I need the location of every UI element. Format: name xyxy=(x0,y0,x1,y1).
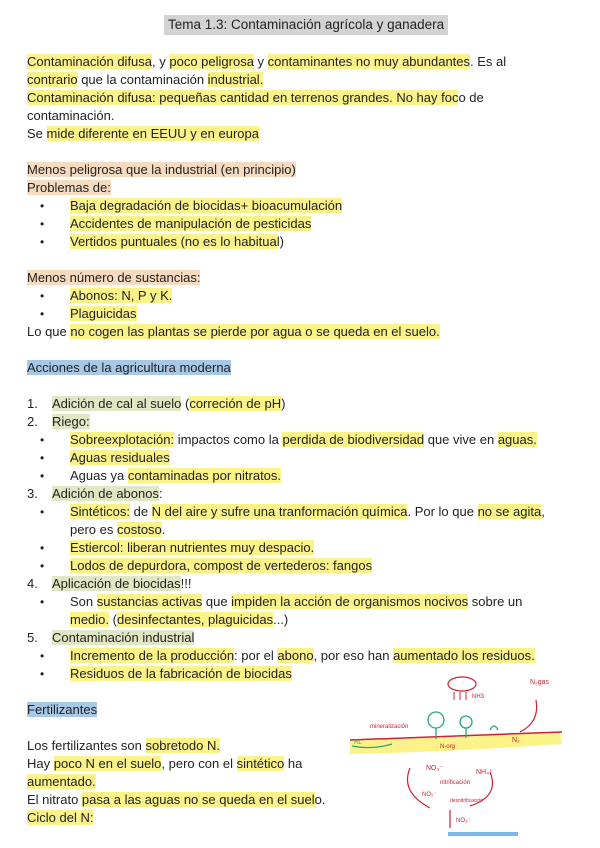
substance-item: Plaguicidas xyxy=(70,306,137,321)
intro-line-4: contaminación. xyxy=(27,108,115,123)
label-nh3: NH3 xyxy=(472,694,485,700)
label-no3-bottom: NO₃⁻ xyxy=(456,818,471,824)
intro-line-2: contrario que la contaminación industrial. xyxy=(27,72,264,87)
label-no2: NO₂⁻ xyxy=(422,792,437,798)
bullet-icon: • xyxy=(40,199,45,213)
bullet-icon: • xyxy=(40,667,45,681)
label-nh4: NH₄⁺ xyxy=(476,769,493,776)
section-heading-fertilizantes: Fertilizantes xyxy=(27,702,98,717)
bullet-icon: • xyxy=(40,541,45,555)
fert-line-2: Hay poco N en el suelo, pero con el sintético ha xyxy=(27,756,303,771)
intro-line-1: Contaminación difusa, y poco peligrosa y contaminantes no muy abundantes. Es al xyxy=(27,54,507,69)
action-3: Adición de abonos: xyxy=(52,486,163,501)
intro-line-3: Contaminación difusa: pequeñas cantidad en terrenos grandes. No hay foco de xyxy=(27,90,484,105)
danger-item: Vertidos puntuales (no es lo habitual) xyxy=(70,234,284,249)
danger-line-2: Problemas de: xyxy=(27,180,111,195)
bullet-icon: • xyxy=(40,469,45,483)
riego-item: Aguas residuales xyxy=(70,450,170,465)
label-rl: RL xyxy=(354,740,362,746)
substance-item: Abonos: N, P y K. xyxy=(70,288,173,303)
label-nitrificacion: nitrificación xyxy=(440,780,471,786)
biocida-item-cont: medio. (desinfectantes, plaguicidas...) xyxy=(70,612,289,627)
label-mineralizacion: mineralización xyxy=(370,724,409,730)
substances-line-2: Lo que no cogen las plantas se pierde por agua o se queda en el suelo. xyxy=(27,324,440,339)
riego-item: Sobreexplotación: impactos como la perdida de biodiversidad que vive en aguas. xyxy=(70,432,537,447)
page-title: Tema 1.3: Contaminación agrícola y ganadera xyxy=(164,15,448,35)
intro-line-5: Se mide diferente en EEUU y en europa xyxy=(27,126,259,141)
action-5: Contaminación industrial xyxy=(52,630,195,645)
bullet-icon: • xyxy=(40,595,45,609)
bullet-icon: • xyxy=(40,505,45,519)
label-n2gas: N₂gas xyxy=(530,679,550,686)
action-4: Aplicación de biocidas!!! xyxy=(52,576,192,591)
danger-line-1: Menos peligrosa que la industrial (en principio) xyxy=(27,162,296,177)
bullet-icon: • xyxy=(40,433,45,447)
list-number: 3. xyxy=(27,486,38,501)
abono-item: Lodos de depurdora, compost de vertederos: fangos xyxy=(70,558,373,573)
substances-line-1: Menos número de sustancias: xyxy=(27,270,201,285)
list-number: 4. xyxy=(27,576,38,591)
label-desnitrificacion: desnitrificación xyxy=(450,798,484,804)
bullet-icon: • xyxy=(40,451,45,465)
bullet-icon: • xyxy=(40,307,45,321)
abono-item: Sintéticos: de N del aire y sufre una tranformación química. Por lo que no se agita, xyxy=(70,504,545,519)
list-number: 2. xyxy=(27,414,38,429)
bullet-icon: • xyxy=(40,235,45,249)
danger-item: Baja degradación de biocidas+ bioacumulación xyxy=(70,198,343,213)
fert-line-4: El nitrato pasa a las aguas no se queda en el suelo. xyxy=(27,792,326,807)
action-1: Adición de cal al suelo (correción de pH) xyxy=(52,396,286,411)
riego-item: Aguas ya contaminadas por nitratos. xyxy=(70,468,282,483)
bullet-icon: • xyxy=(40,649,45,663)
fert-line-1: Los fertilizantes son sobretodo N. xyxy=(27,738,220,753)
industrial-item: Incremento de la producción: por el abono, por eso han aumentado los residuos. xyxy=(70,648,535,663)
abono-item-cont: pero es costoso. xyxy=(70,522,166,537)
list-number: 1. xyxy=(27,396,38,411)
bullet-icon: • xyxy=(40,289,45,303)
action-2: Riego: xyxy=(52,414,90,429)
bullet-icon: • xyxy=(40,217,45,231)
bullet-icon: • xyxy=(40,559,45,573)
danger-item: Accidentes de manipulación de pesticidas xyxy=(70,216,312,231)
list-number: 5. xyxy=(27,630,38,645)
abono-item: Estiercol: liberan nutrientes muy despacio. xyxy=(70,540,315,555)
industrial-item: Residuos de la fabricación de biocidas xyxy=(70,666,292,681)
fert-line-5: Ciclo del N: xyxy=(27,810,94,825)
nitrogen-cycle-diagram xyxy=(340,672,568,838)
fert-line-3: aumentado. xyxy=(27,774,96,789)
label-no3: NO₃⁻ xyxy=(426,765,444,772)
biocida-item: Son sustancias activas que impiden la acción de organismos nocivos sobre un xyxy=(70,594,523,609)
label-norg: N-org xyxy=(440,744,456,750)
label-n2: N₂ xyxy=(512,737,520,744)
section-heading-actions: Acciones de la agricultura moderna xyxy=(27,360,231,375)
